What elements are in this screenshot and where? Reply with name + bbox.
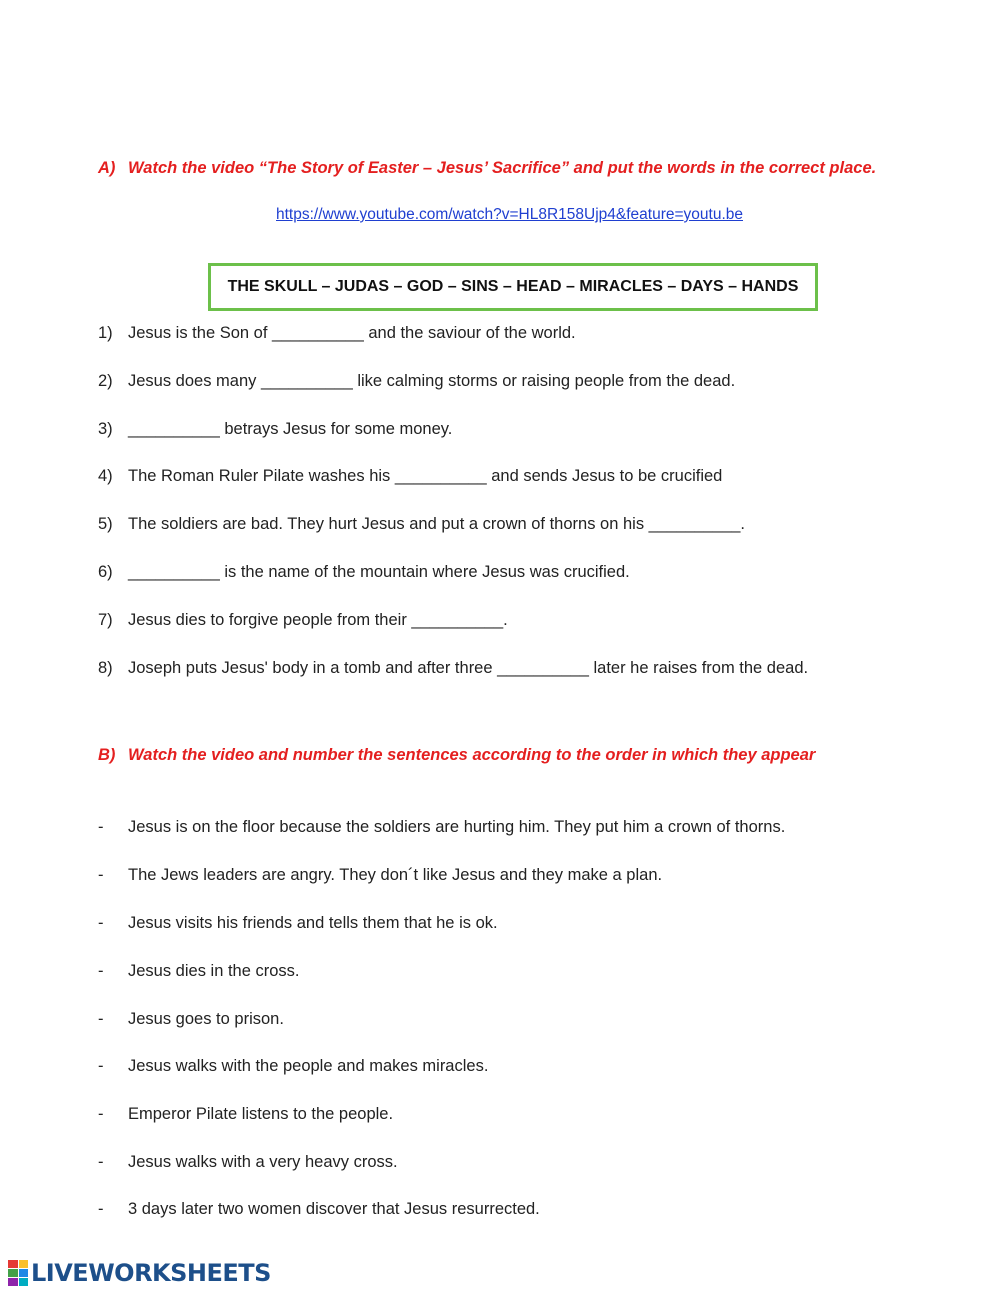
bullet-dash: - (98, 914, 104, 932)
item-text: Joseph puts Jesus' body in a tomb and after three __________ later he raises from the dead. (128, 659, 809, 677)
item-number: 2) (98, 372, 113, 390)
word-bank-box (208, 263, 818, 311)
section-b-instruction: Watch the video and number the sentences according to the order in which they appear (128, 746, 816, 764)
fill-blank-item (98, 515, 745, 534)
bullet-dash: - (98, 1153, 104, 1171)
sentence-text: Jesus goes to prison. (128, 1010, 284, 1028)
fill-blank-item (98, 324, 576, 343)
fill-blank-item (98, 467, 722, 486)
sentence-text: Jesus walks with the people and makes miracles. (128, 1057, 489, 1075)
item-number: 5) (98, 515, 113, 533)
sentence-text: The Jews leaders are angry. They don´t like Jesus and they make a plan. (128, 866, 663, 884)
order-sentence-item (98, 1057, 488, 1076)
section-b-letter: B) (98, 746, 116, 764)
item-text: __________ betrays Jesus for some money. (128, 420, 453, 438)
order-sentence-item (98, 1010, 284, 1029)
fill-blank-item (98, 372, 735, 391)
order-sentence-item (98, 962, 300, 981)
logo-mark-block (8, 1269, 18, 1277)
item-text: __________ is the name of the mountain where Jesus was crucified. (128, 563, 630, 581)
logo-mark-block (8, 1260, 18, 1268)
logo-mark-icon (8, 1260, 28, 1286)
bullet-dash: - (98, 962, 104, 980)
bullet-dash: - (98, 1105, 104, 1123)
fill-blank-item (98, 563, 630, 582)
sentence-text: Jesus visits his friends and tells them that he is ok. (128, 914, 498, 932)
item-number: 1) (98, 324, 113, 342)
order-sentence-item (98, 1105, 393, 1124)
logo-mark-block (19, 1269, 29, 1277)
bullet-dash: - (98, 818, 104, 836)
bullet-dash: - (98, 1200, 104, 1218)
sentence-text: Jesus dies in the cross. (128, 962, 300, 980)
section-a-heading (98, 159, 876, 178)
fill-blank-item (98, 420, 452, 439)
item-number: 6) (98, 563, 113, 581)
bullet-dash: - (98, 866, 104, 884)
order-sentence-item (98, 1200, 540, 1219)
section-b-heading (98, 746, 815, 765)
section-a-letter: A) (98, 159, 116, 177)
order-sentence-item (98, 866, 662, 885)
order-sentence-item (98, 818, 785, 837)
liveworksheets-logo (8, 1258, 271, 1288)
order-sentence-item (98, 914, 498, 933)
item-text: The soldiers are bad. They hurt Jesus and put a crown of thorns on his __________. (128, 515, 746, 533)
item-number: 8) (98, 659, 113, 677)
fill-blank-item (98, 611, 508, 630)
item-text: Jesus is the Son of __________ and the saviour of the world. (128, 324, 576, 342)
item-text: Jesus does many __________ like calming storms or raising people from the dead. (128, 372, 736, 390)
fill-blank-item (98, 659, 808, 678)
section-a-instruction: Watch the video “The Story of Easter – Jesus’ Sacrifice” and put the words in the correct place. (128, 159, 877, 177)
item-number: 7) (98, 611, 113, 629)
order-sentence-item (98, 1153, 398, 1172)
video-link[interactable]: https://www.youtube.com/watch?v=HL8R158Ujp4&feature=youtu.be (276, 206, 743, 223)
bullet-dash: - (98, 1057, 104, 1075)
item-number: 4) (98, 467, 113, 485)
logo-mark-block (8, 1278, 18, 1286)
sentence-text: Emperor Pilate listens to the people. (128, 1105, 394, 1123)
logo-mark-block (19, 1278, 29, 1286)
logo-text: LIVEWORKSHEETS (31, 1259, 271, 1287)
sentence-text: 3 days later two women discover that Jesus resurrected. (128, 1200, 540, 1218)
item-text: Jesus dies to forgive people from their __________. (128, 611, 508, 629)
logo-mark-block (19, 1260, 29, 1268)
word-bank-text: THE SKULL – JUDAS – GOD – SINS – HEAD – MIRACLES – DAYS – HANDS (227, 278, 799, 295)
sentence-text: Jesus walks with a very heavy cross. (128, 1153, 398, 1171)
sentence-text: Jesus is on the floor because the soldiers are hurting him. They put him a crown of thorns. (128, 818, 786, 836)
bullet-dash: - (98, 1010, 104, 1028)
item-text: The Roman Ruler Pilate washes his __________ and sends Jesus to be crucified (128, 467, 723, 485)
item-number: 3) (98, 420, 113, 438)
